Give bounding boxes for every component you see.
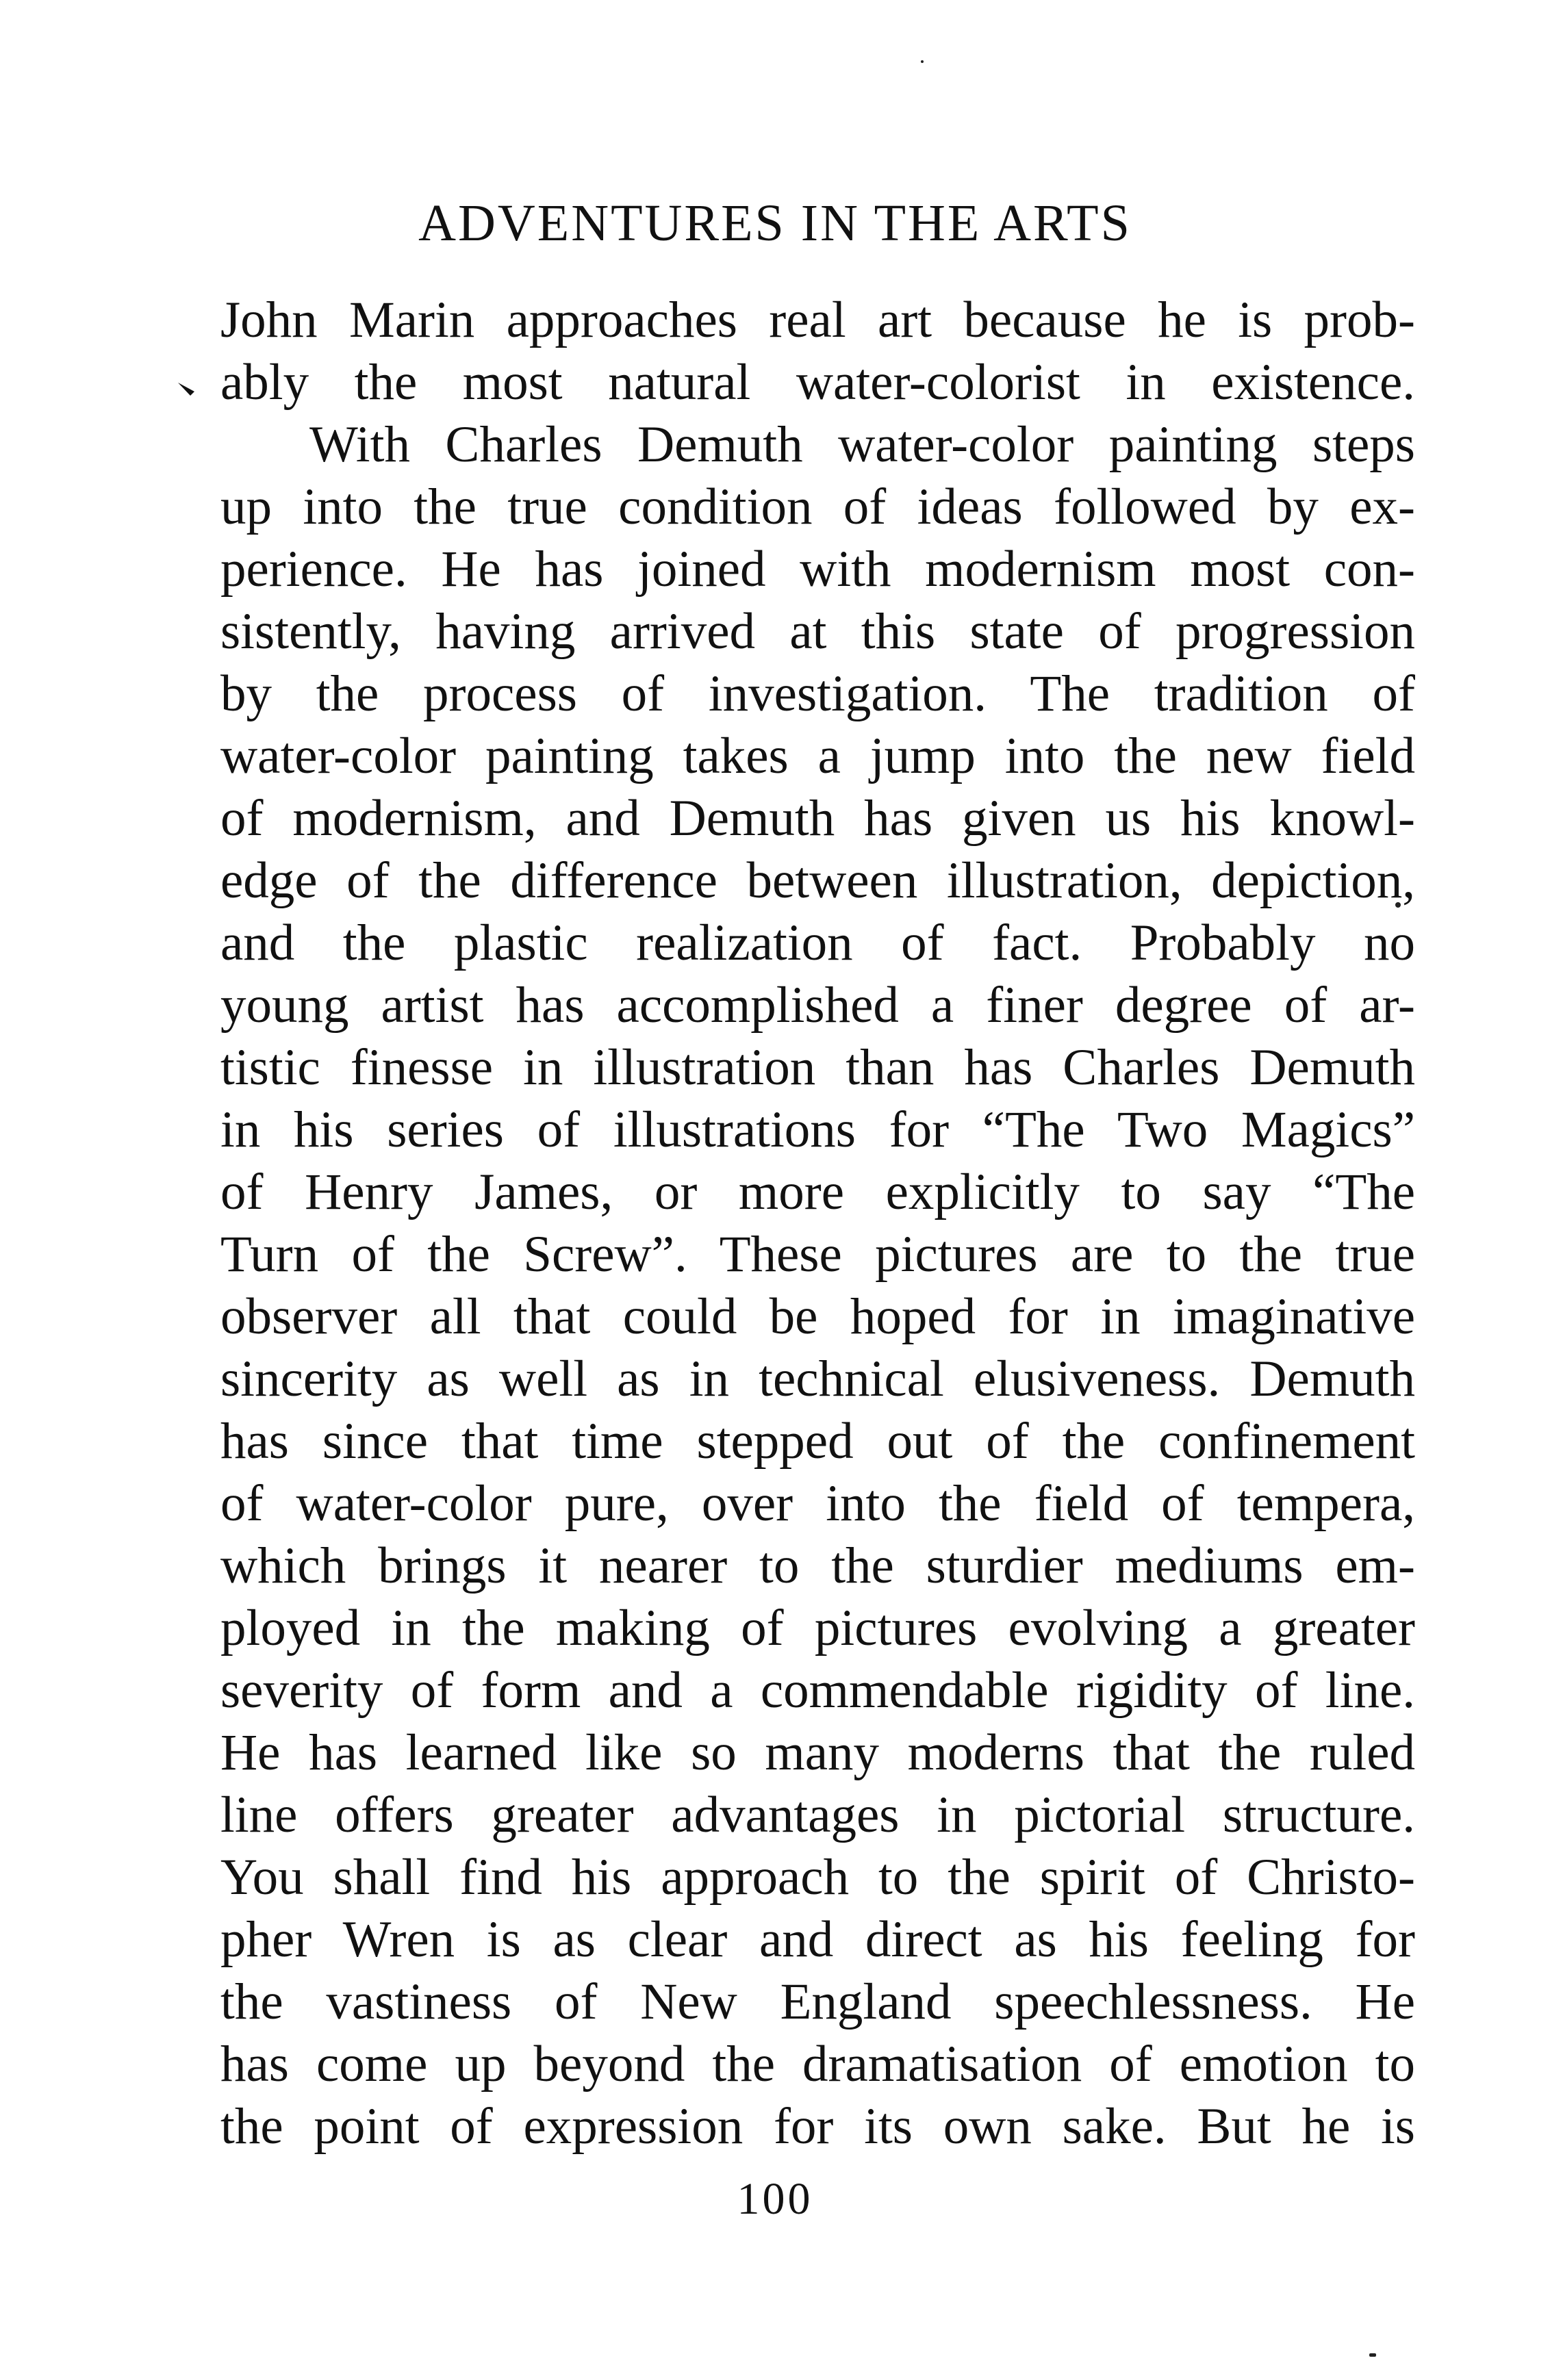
text-line: sistently, having arrived at this state of progression — [220, 603, 1415, 660]
text-line: has come up beyond the dramatisation of emotion to — [220, 2036, 1415, 2093]
text-line: up into the true condition of ideas followed by ex- — [220, 478, 1415, 535]
text-line: in his series of illustrations for “The Two Magics” — [220, 1101, 1415, 1158]
text-line: edge of the difference between illustration, depiction, — [220, 852, 1415, 909]
text-line: the point of expression for its own sake. But he is — [220, 2098, 1415, 2155]
text-line: by the process of investigation. The tradition of — [220, 665, 1415, 722]
running-head: ADVENTURES IN THE ARTS — [418, 194, 1132, 252]
text-line: line offers greater advantages in pictorial structure. — [220, 1787, 1415, 1843]
text-line: ployed in the making of pictures evolving a greater — [220, 1600, 1415, 1656]
text-line: Turn of the Screw”. These pictures are to the true — [220, 1226, 1415, 1283]
text-line: of Henry James, or more explicitly to say “The — [220, 1164, 1415, 1220]
text-line: observer all that could be hoped for in imaginative — [220, 1288, 1415, 1345]
text-line: sincerity as well as in technical elusiveness. Demuth — [220, 1351, 1415, 1407]
text-line: tistic finesse in illustration than has Charles Demuth — [220, 1039, 1415, 1096]
text-line: John Marin approaches real art because he is prob- — [220, 292, 1415, 348]
body-text — [220, 289, 1415, 2158]
text-line: and the plastic realization of fact. Probably no — [220, 914, 1415, 971]
ink-speck — [1369, 2353, 1376, 2357]
text-line: the vastiness of New England speechlessness. He — [220, 1973, 1415, 2030]
ink-speck — [921, 60, 924, 63]
margin-mark-icon — [177, 381, 197, 401]
text-line: water-color painting takes a jump into the new field — [220, 728, 1415, 784]
text-line: You shall find his approach to the spirit of Christo- — [220, 1849, 1415, 1906]
text-line: He has learned like so many moderns that the ruled — [220, 1724, 1415, 1781]
page-number: 100 — [737, 2174, 813, 2224]
text-line: of modernism, and Demuth has given us his knowl- — [220, 790, 1415, 847]
text-line: perience. He has joined with modernism most con- — [220, 541, 1415, 598]
text-line: severity of form and a commendable rigidity of line. — [220, 1662, 1415, 1719]
text-line: has since that time stepped out of the confinement — [220, 1413, 1415, 1470]
text-line: With Charles Demuth water-color painting steps — [309, 416, 1415, 473]
text-line: which brings it nearer to the sturdier mediums em- — [220, 1537, 1415, 1594]
text-line: of water-color pure, over into the field of tempera, — [220, 1475, 1415, 1532]
text-line: pher Wren is as clear and direct as his feeling for — [220, 1911, 1415, 1968]
text-line: young artist has accomplished a finer degree of ar- — [220, 977, 1415, 1034]
text-line: ably the most natural water-colorist in existence. — [220, 354, 1415, 411]
